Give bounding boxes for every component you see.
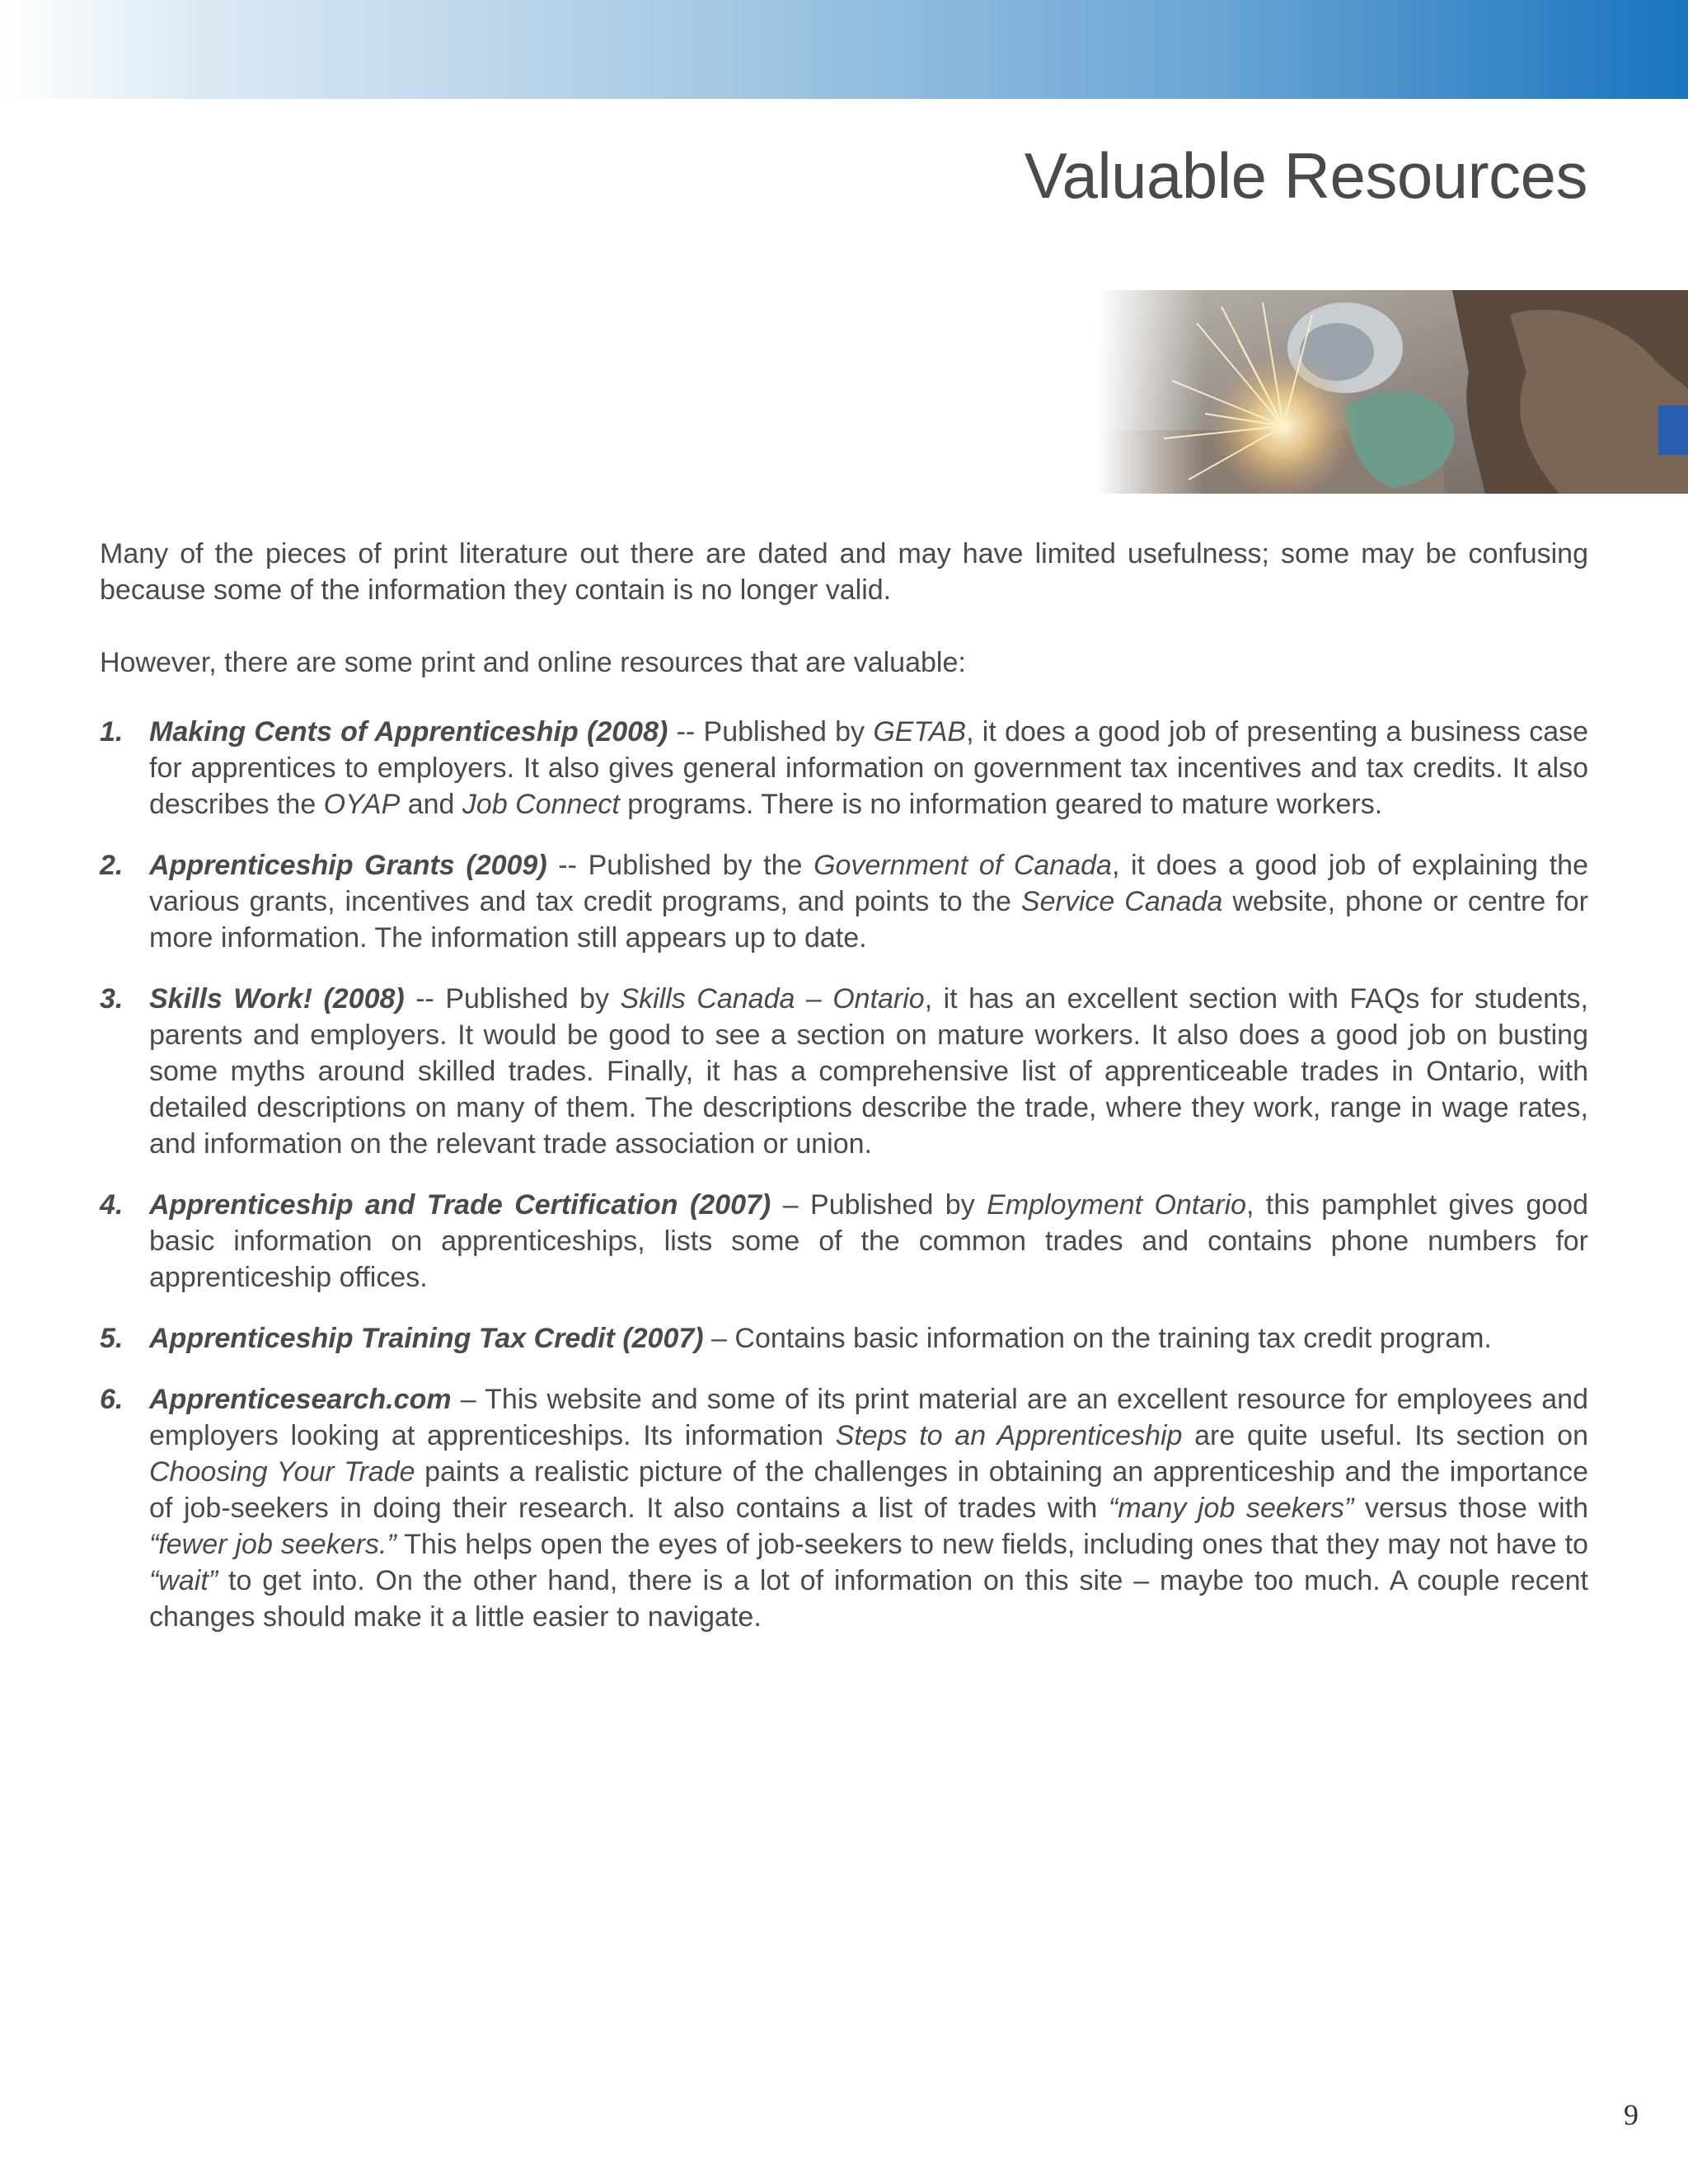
item-number: 1. [100, 716, 124, 748]
list-item [100, 1320, 1588, 1357]
resource-title: Apprenticesearch.com [149, 1384, 452, 1415]
item-text: – Published by [771, 1189, 987, 1221]
item-number: 6. [100, 1384, 124, 1415]
resource-title: Skills Work! (2008) [149, 983, 405, 1015]
list-item [100, 1381, 1588, 1635]
section-name: Steps to an Apprenticeship [835, 1420, 1183, 1451]
item-text: website, phone or centre for more information. The information still appears up to date. [149, 886, 1588, 954]
intro-paragraph: Many of the pieces of print literature out there are dated and may have limited usefulness; some may be confusing because some of the information they contain is no longer valid. [100, 538, 1588, 606]
publisher-name: Skills Canada – Ontario [620, 983, 925, 1015]
item-number: 5. [100, 1323, 124, 1354]
item-text: are quite useful. Its section on [1182, 1420, 1588, 1451]
section-name: Choosing Your Trade [149, 1456, 415, 1488]
program-name: Job Connect [462, 789, 620, 820]
item-text: paints a realistic picture of the challenges in obtaining an apprenticeship and the importance of job-seekers in doing their research. It also contains a list of trades with [149, 1456, 1588, 1524]
lead-paragraph: However, there are some print and online resources that are valuable: [100, 647, 966, 678]
item-text: – This website and some of its print material are an excellent resource for employees and employers looking at apprenticeships. Its information [149, 1384, 1588, 1451]
item-number: 2. [100, 850, 124, 881]
agency-name: Service Canada [1020, 886, 1223, 917]
item-text: , this pamphlet gives good basic information on apprenticeships, lists some of the common trades and contains phone numbers for apprenticeship offices. [149, 1189, 1588, 1293]
quoted-term: “fewer job seekers.” [149, 1529, 396, 1560]
item-text: – Contains basic information on the training tax credit program. [703, 1323, 1492, 1354]
item-text: -- Published by the [546, 850, 814, 881]
item-number: 3. [100, 983, 124, 1015]
resource-title: Apprenticeship Training Tax Credit (2007) [149, 1323, 704, 1354]
list-item [100, 1187, 1588, 1296]
welder-photo [1098, 290, 1688, 494]
program-name: OYAP [323, 789, 401, 820]
header-gradient-band [0, 0, 1688, 99]
item-text: , it does a good job of presenting a business case for apprentices to employers. It also gives general information on government tax incentives and tax credits. It also describes the [149, 716, 1589, 820]
item-number: 4. [100, 1189, 124, 1221]
list-item [100, 981, 1588, 1162]
item-text: and [400, 789, 462, 820]
item-text: versus those with [1353, 1493, 1588, 1524]
resource-title: Apprenticeship and Trade Certification (2007) [149, 1189, 771, 1221]
publisher-name: GETAB [873, 716, 967, 748]
quoted-term: “wait” [149, 1565, 218, 1596]
resource-title: Making Cents of Apprenticeship (2008) [149, 716, 668, 748]
resource-title: Apprenticeship Grants (2009) [149, 850, 547, 881]
item-text: programs. There is no information geared to mature workers. [619, 789, 1383, 820]
list-item [100, 847, 1588, 956]
item-text: , it has an excellent section with FAQs for students, parents and employers. It would be good to see a section on mature workers. It also does a good job on busting some myths around skilled trades. Finally, it has a comprehensive list of apprenticeable trades in Ontario, with detailed descriptions on many of them. The descriptions describe the trade, where they work, range in wage rates, and information on the relevant trade association or union. [149, 983, 1589, 1160]
item-text: This helps open the eyes of job-seekers to new fields, including ones that they may not have to [396, 1529, 1588, 1560]
quoted-term: “many job seekers” [1108, 1493, 1354, 1524]
page-number: 9 [1624, 2098, 1639, 2131]
resource-list [100, 714, 1588, 1635]
page-title: Valuable Resources [1024, 139, 1587, 212]
list-item [100, 714, 1588, 823]
item-text: , it does a good job of explaining the various grants, incentives and tax credit programs, and points to the [149, 850, 1588, 917]
publisher-name: Employment Ontario [987, 1189, 1247, 1221]
main-content [100, 536, 1588, 1660]
item-text: to get into. On the other hand, there is a lot of information on this site – maybe too much. A couple recent changes should make it a little easier to navigate. [149, 1565, 1588, 1633]
publisher-name: Government of Canada [814, 850, 1112, 881]
item-text: -- Published by [668, 716, 874, 748]
item-text: -- Published by [404, 983, 621, 1015]
